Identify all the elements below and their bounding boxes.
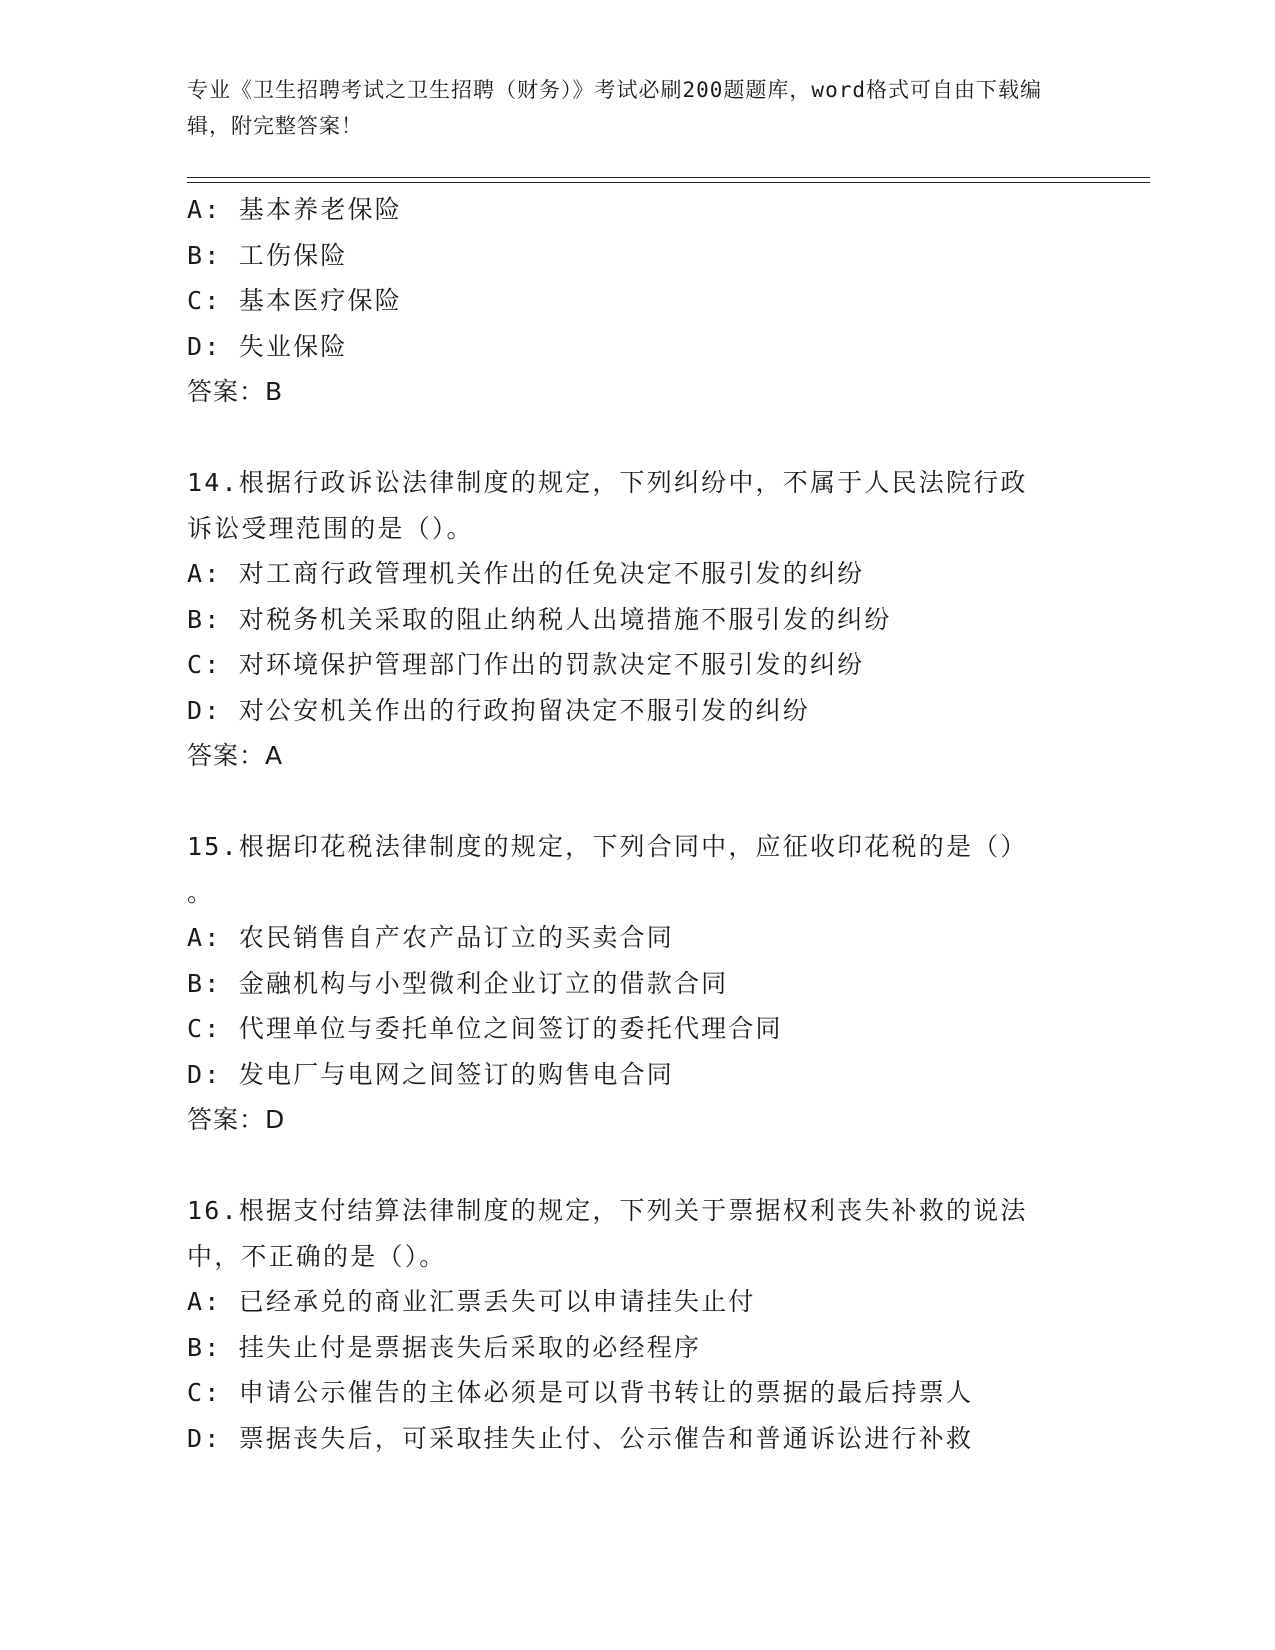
header-rule-bottom (187, 182, 1150, 183)
option-d: D: 对公安机关作出的行政拘留决定不服引发的纠纷 (187, 695, 810, 725)
question-16 (187, 1188, 1087, 1461)
option-d: D: 发电厂与电网之间签订的购售电合同 (187, 1059, 674, 1089)
option-d: D: 票据丧失后，可采取挂失止付、公示催告和普通诉讼进行补救 (187, 1423, 974, 1453)
option-b: B: 挂失止付是票据丧失后采取的必经程序 (187, 1332, 702, 1362)
option-c: C: 申请公示催告的主体必须是可以背书转让的票据的最后持票人 (187, 1378, 974, 1407)
option-b: B: 金融机构与小型微利企业订立的借款合同 (187, 968, 729, 998)
question-stem-continued: 中，不正确的是（）。 (187, 1241, 447, 1271)
document-header: 专业《卫生招聘考试之卫生招聘（财务）》考试必刷200题题库，word格式可自由下载编辑，附完整答案！ (187, 78, 1042, 138)
question-stem-continued: 诉讼受理范围的是（）。 (187, 513, 474, 543)
option-c: C: 基本医疗保险 (187, 286, 402, 315)
question-15 (187, 824, 1087, 1143)
answer: 答案：B (187, 377, 284, 406)
option-c: C: 代理单位与委托单位之间签订的委托代理合同 (187, 1014, 783, 1043)
question-list (187, 187, 1087, 1461)
option-a: A: 基本养老保险 (187, 195, 402, 224)
question-stem-continued: 。 (187, 877, 215, 907)
header-rule-top (187, 177, 1150, 178)
option-a: A: 对工商行政管理机关作出的任免决定不服引发的纠纷 (187, 559, 865, 588)
answer: 答案：D (187, 1105, 286, 1134)
question-14 (187, 460, 1087, 779)
question-stem: 15.根据印花税法律制度的规定，下列合同中，应征收印花税的是（） (187, 832, 1028, 861)
option-a: A: 农民销售自产农产品订立的买卖合同 (187, 923, 674, 952)
spacer (187, 779, 1087, 825)
question-stem: 16.根据支付结算法律制度的规定，下列关于票据权利丧失补救的说法 (187, 1196, 1028, 1225)
option-a: A: 已经承兑的商业汇票丢失可以申请挂失止付 (187, 1287, 756, 1316)
question-stem: 14.根据行政诉讼法律制度的规定，下列纠纷中，不属于人民法院行政 (187, 468, 1028, 497)
question-13 (187, 187, 1087, 415)
option-b: B: 工伤保险 (187, 240, 348, 270)
spacer (187, 415, 1087, 461)
option-c: C: 对环境保护管理部门作出的罚款决定不服引发的纠纷 (187, 650, 865, 679)
spacer (187, 1143, 1087, 1189)
option-d: D: 失业保险 (187, 331, 348, 361)
option-b: B: 对税务机关采取的阻止纳税人出境措施不服引发的纠纷 (187, 604, 892, 634)
answer: 答案：A (187, 741, 284, 770)
